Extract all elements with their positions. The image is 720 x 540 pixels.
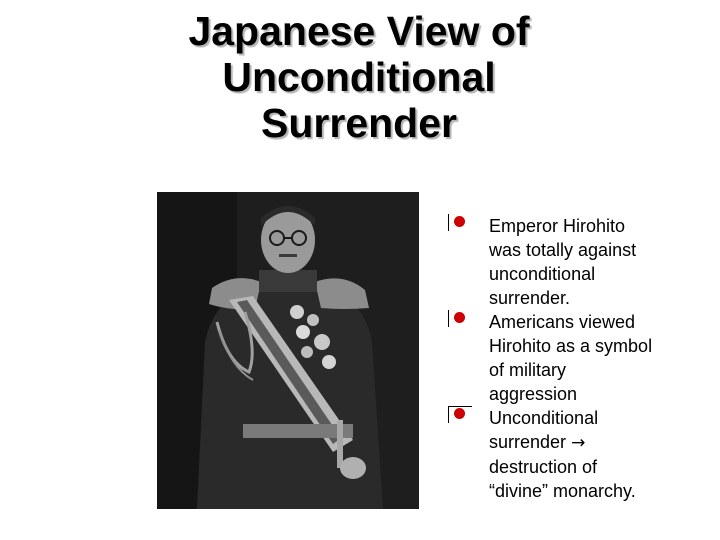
right-arrow-icon: → [571, 433, 586, 453]
bullet-line: “divine” monarchy. [489, 481, 636, 501]
portrait-image [157, 192, 419, 509]
hirohito-portrait-photo [157, 192, 419, 509]
bullet-line: of military [489, 360, 567, 380]
bullet-line: aggression [489, 384, 578, 404]
bullet-item [440, 214, 715, 310]
bullet-line [489, 430, 715, 455]
title-line: Unconditional [222, 54, 496, 100]
bullet-item [440, 406, 715, 503]
bullet-line: Emperor Hirohito [489, 216, 626, 236]
bullet-line: Americans viewed [489, 312, 636, 332]
bullet-line: Unconditional [489, 408, 599, 428]
bullet-dot-icon [454, 408, 465, 419]
bullet-bracket-top [448, 406, 472, 407]
bullet-dot-icon [454, 216, 465, 227]
bullet-line: surrender. [489, 288, 571, 308]
bullet-list [440, 214, 715, 503]
bullet-bracket [448, 214, 449, 231]
title-line: Surrender [261, 100, 457, 146]
bullet-dot-icon [454, 312, 465, 323]
bullet-line-text: surrender [489, 432, 567, 452]
bullet-bracket [448, 310, 449, 327]
slide-title [150, 8, 568, 146]
bullet-line: destruction of [489, 457, 598, 477]
bullet-bracket [448, 406, 449, 423]
bullet-line: unconditional [489, 264, 596, 284]
bullet-line: was totally against [489, 240, 637, 260]
bullet-line: Hirohito as a symbol [489, 336, 653, 356]
title-line: Japanese View of [188, 8, 530, 54]
bullet-item [440, 310, 715, 406]
